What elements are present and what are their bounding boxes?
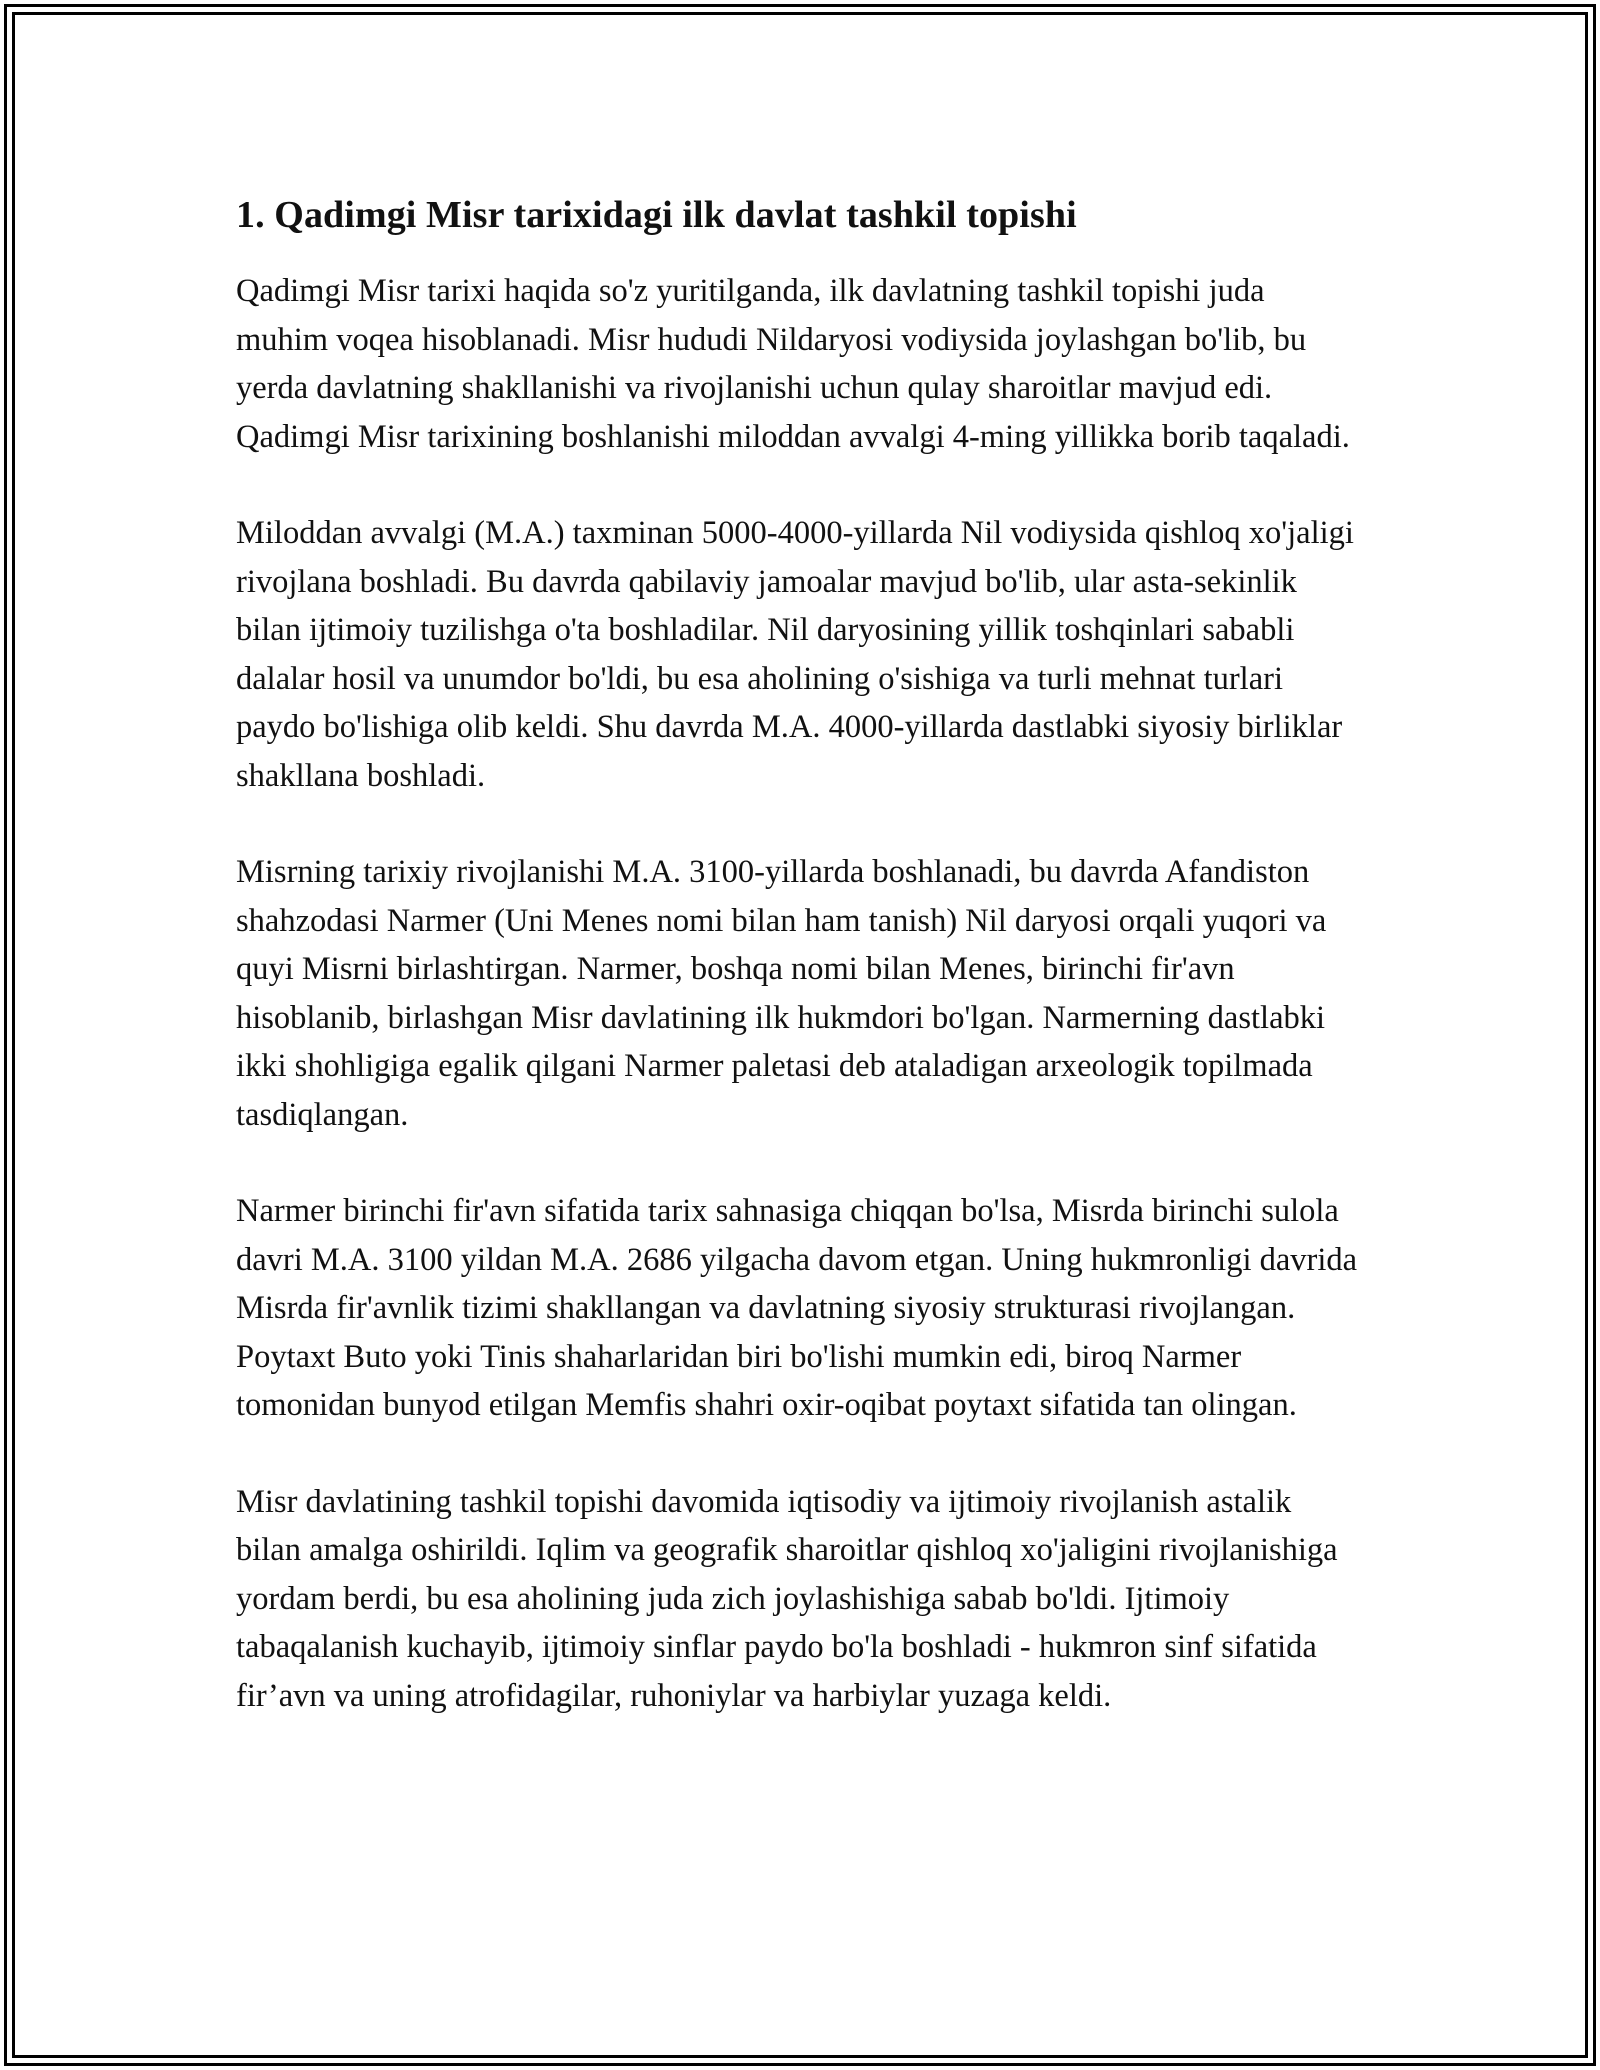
document-body xyxy=(236,183,1361,1720)
paragraph-5: Misr davlatining tashkil topishi davomida iqtisodiy va ijtimoiy rivojlanish astalik bilan amalga oshirildi. Iqlim va geografik sharoitlar qishloq xo'jaligini rivojlanishiga yordam berdi, bu esa aholining juda zich joylashishiga sabab bo'ldi. Ijtimoiy tabaqalanish kuchayib, ijtimoiy sinflar paydo bo'la boshladi - hukmron sinf sifatida fir’avn va uning atrofidagilar, ruhoniylar va harbiylar yuzaga keldi. xyxy=(236,1483,1338,1714)
paragraph-4: Narmer birinchi fir'avn sifatida tarix sahnasiga chiqqan bo'lsa, Misrda birinchi sulola davri M.A. 3100 yildan M.A. 2686 yilgacha davom etgan. Uning hukmronligi davrida Misrda fir'avnlik tizimi shakllangan va davlatning siyosiy strukturasi rivojlangan. Poytaxt Buto yoki Tinis shaharlaridan biri bo'lishi mumkin edi, biroq Narmer tomonidan bunyod etilgan Memfis shahri oxir-oqibat poytaxt sifatida tan olingan. xyxy=(236,1193,1358,1423)
paragraph-2: Miloddan avvalgi (M.A.) taxminan 5000-4000-yillarda Nil vodiysida qishloq xo'jaligi rivojlana boshladi. Bu davrda qabilaviy jamoalar mavjud bo'lib, ular asta-sekinlik bilan ijtimoiy tuzilishga o'ta boshladilar. Nil daryosining yillik toshqinlari sababli dalalar hosil va unumdor bo'ldi, bu esa aholining o'sishiga va turli mehnat turlari paydo bo'lishiga olib keldi. Shu davrda M.A. 4000-yillarda dastlabki siyosiy birliklar shakllana boshladi. xyxy=(236,515,1354,794)
section-heading: 1. Qadimgi Misr tarixidagi ilk davlat tashkil topishi xyxy=(236,194,1077,236)
paragraph-1: Qadimgi Misr tarixi haqida so'z yuritilganda, ilk davlatning tashkil topishi juda muhim voqea hisoblanadi. Misr hududi Nildaryosi vodiysida joylashgan bo'lib, bu yerda davlatning shakllanishi va rivojlanishi uchun qulay sharoitlar mavjud edi. Qadimgi Misr tarixining boshlanishi miloddan avvalgi 4-ming yillikka borib taqaladi. xyxy=(236,273,1350,455)
paragraph-3: Misrning tarixiy rivojlanishi M.A. 3100-yillarda boshlanadi, bu davrda Afandiston shahzodasi Narmer (Uni Menes nomi bilan ham tanish) Nil daryosi orqali yuqori va quyi Misrni birlashtirgan. Narmer, boshqa nomi bilan Menes, birinchi fir'avn hisoblanib, birlashgan Misr davlatining ilk hukmdori bo'lgan. Narmerning dastlabki ikki shohligiga egalik qilgani Narmer paletasi deb ataladigan arxeologik topilmada tasdiqlangan. xyxy=(236,854,1327,1133)
